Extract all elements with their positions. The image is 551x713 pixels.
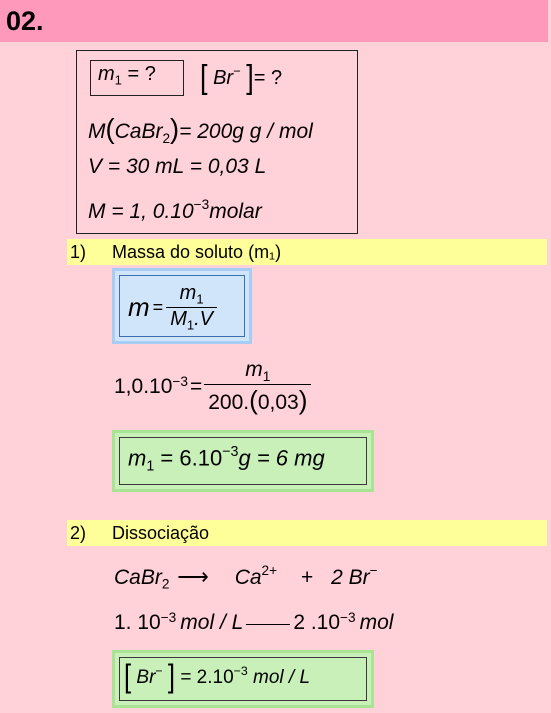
section-1-number: 1): [70, 242, 87, 262]
dissociation-reaction: CaBr$_2$ ⟶ $Ca^{2+} + 2$ Br−: [114, 563, 378, 592]
unknown-mass: $m_1$ = ?: [98, 63, 156, 88]
molar-mass: M(CaBr$_2$)= 200g g / mol: [88, 113, 313, 146]
ratio-line: [246, 624, 290, 625]
section-2-number: 2): [70, 523, 87, 543]
substitution: 1,0.10 $^{-3}$ = $\frac{m_1}{200.(0,03)}$: [114, 354, 311, 420]
section-2-label: Dissociação: [112, 523, 210, 543]
header-bar: [0, 0, 548, 42]
molar-ratio: 1. 10 $^{-3}$ mol / L 2 .10 $^{-3}$ mol: [114, 609, 394, 634]
section-1-bar: [67, 239, 547, 265]
concentration-result: [ Br− ] = $2.10^{-3}$ mol / L: [124, 659, 311, 695]
unknown-concentration: [ Br− ]= ?: [200, 58, 283, 96]
concentration-formula: m = $\frac{m_1}{M_1.V}$: [128, 276, 217, 338]
section-2-bar: [67, 520, 547, 546]
volume: V = 30 mL = 0,03 L: [88, 155, 267, 178]
section-1-label: Massa do soluto (m₁): [112, 242, 282, 262]
mass-result: $m_1 = 6.10^{-3}g = 6$ mg: [128, 444, 325, 475]
problem-number: 02.: [6, 6, 44, 36]
molarity: M = 1, $0.10^{-3}molar$: [88, 197, 262, 223]
